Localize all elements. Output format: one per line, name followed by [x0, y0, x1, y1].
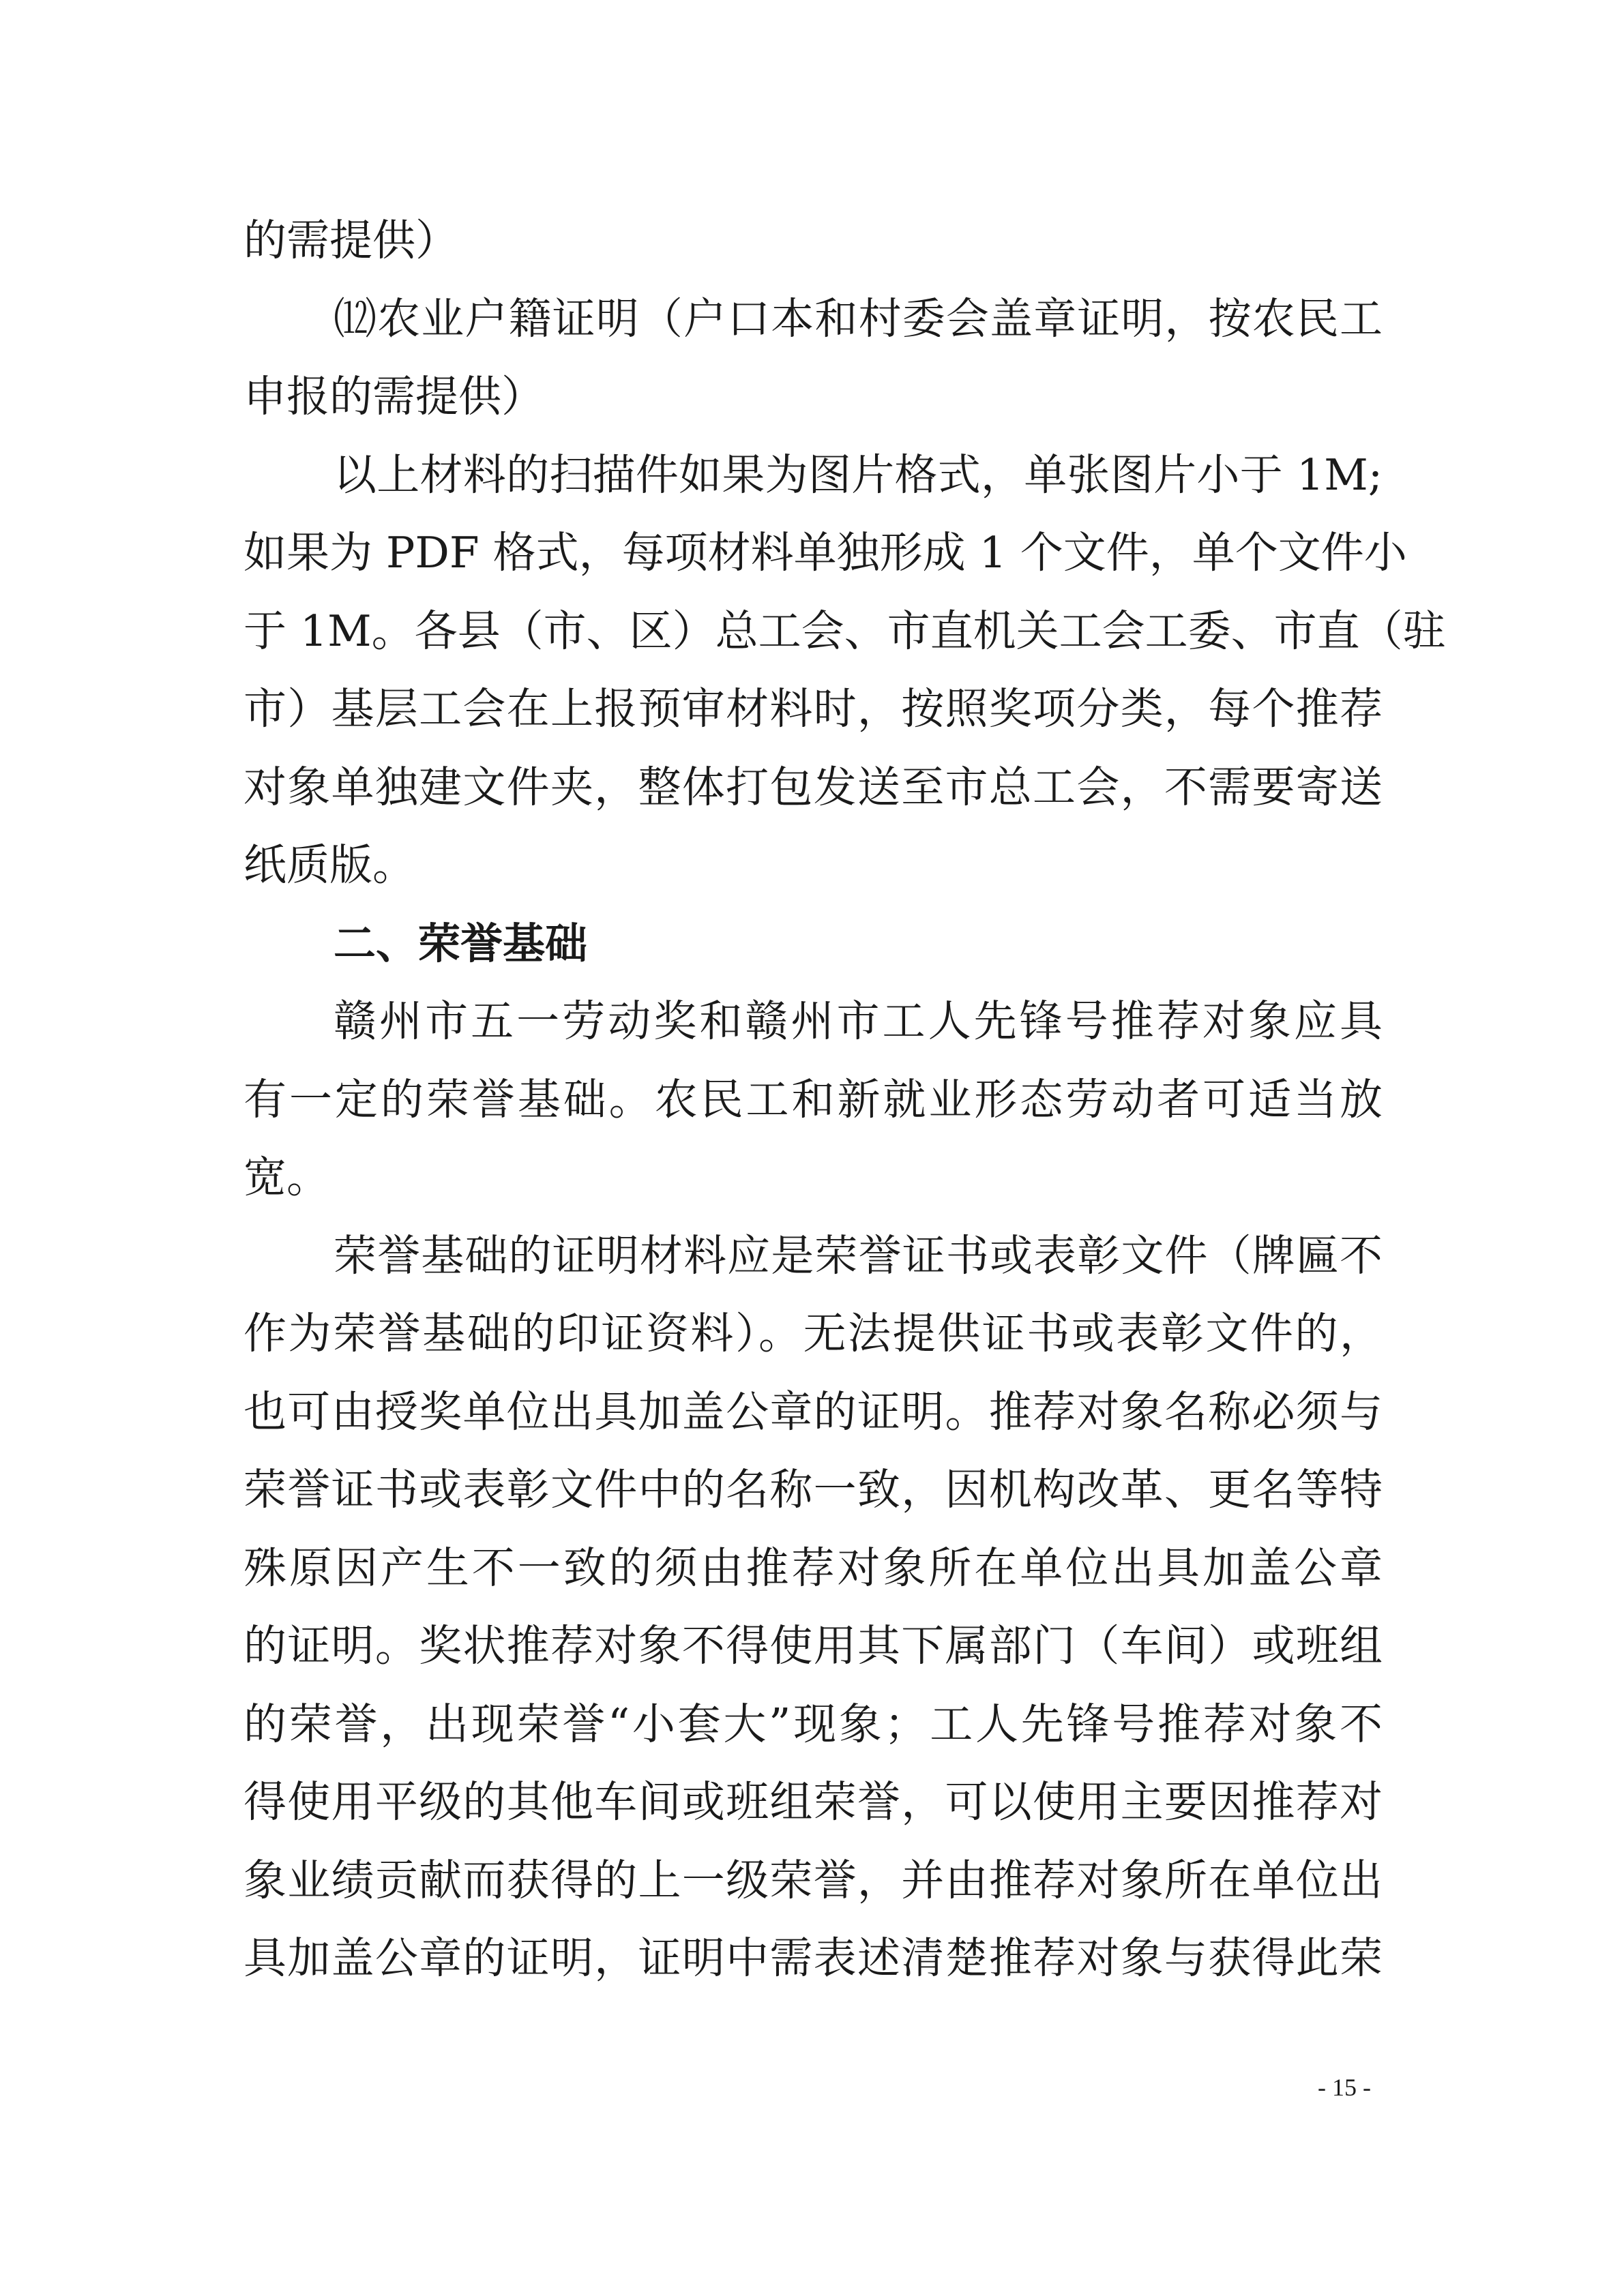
text-line — [243, 749, 1383, 827]
text-line-content: 的证明。奖状推荐对象不得使用其下属部门（车间）或班组 — [243, 1621, 1383, 1671]
text-line-content: 的荣誉，出现荣誉“小套大”现象；工人先锋号推荐对象不 — [243, 1699, 1383, 1749]
text-line-content: 的需提供） — [243, 215, 458, 265]
text-line — [243, 280, 1383, 359]
text-line — [243, 358, 1383, 436]
text-line — [243, 514, 1407, 593]
text-line-content: 具加盖公章的证明，证明中需表述清楚推荐对象与获得此荣 — [243, 1933, 1383, 1983]
text-line — [243, 1920, 1383, 1998]
text-line-content: 有一定的荣誉基础。农民工和新就业形态劳动者可适当放 — [243, 1074, 1383, 1124]
text-line-content: 申报的需提供） — [243, 372, 544, 421]
document-body — [243, 202, 1446, 1998]
text-line-content: 于 1M。各县（市、区）总工会、市直机关工会工委、市直（驻 — [243, 606, 1446, 656]
text-line — [243, 826, 1383, 905]
text-line-content: 荣誉基础的证明材料应是荣誉证书或表彰文件（牌匾不 — [334, 1230, 1383, 1281]
text-line-content: 二、荣誉基础 — [334, 918, 588, 968]
text-line — [243, 1217, 1383, 1296]
text-line — [243, 1607, 1383, 1686]
text-line-content: 也可由授奖单位出具加盖公章的证明。推荐对象名称必须与 — [243, 1386, 1383, 1437]
text-line-content: 作为荣誉基础的印证资料）。无法提供证书或表彰文件的， — [243, 1309, 1383, 1358]
text-line — [243, 1295, 1383, 1373]
text-line-content: 象业绩贡献而获得的上一级荣誉，并由推荐对象所在单位出 — [243, 1855, 1383, 1905]
text-line — [243, 436, 1383, 515]
text-line-content: 以上材料的扫描件如果为图片格式，单张图片小于 1M; — [334, 449, 1383, 500]
text-line — [243, 593, 1446, 671]
text-line — [243, 1451, 1383, 1530]
text-line — [243, 202, 1383, 280]
text-line — [243, 1686, 1383, 1764]
text-line-content: 纸质版。 — [243, 840, 415, 890]
page-number: - 15 - — [1318, 2074, 1371, 2101]
text-line — [243, 1061, 1383, 1139]
text-line-content: 荣誉证书或表彰文件中的名称一致，因机构改革、更名等特 — [243, 1465, 1383, 1515]
text-line-content: 得使用平级的其他车间或班组荣誉，可以使用主要因推荐对 — [243, 1777, 1383, 1827]
text-line — [243, 1842, 1383, 1920]
text-line-content: 如果为 PDF 格式，每项材料单独形成 1 个文件，单个文件小 — [243, 528, 1407, 578]
text-line — [243, 1530, 1383, 1608]
text-line-content: 宽。 — [243, 1152, 329, 1202]
text-line-content: 殊原因产生不一致的须由推荐对象所在单位出具加盖公章 — [243, 1542, 1383, 1593]
text-line — [243, 1763, 1383, 1842]
text-line-content: ⑿农业户籍证明（户口本和村委会盖章证明，按农民工 — [334, 293, 1383, 344]
text-line-content: 对象单独建文件夹，整体打包发送至市总工会，不需要寄送 — [243, 762, 1383, 812]
section-heading — [243, 905, 1383, 983]
text-line-content: 赣州市五一劳动奖和赣州市工人先锋号推荐对象应具 — [334, 996, 1383, 1046]
text-line — [243, 983, 1383, 1061]
text-line-content: 市）基层工会在上报预审材料时，按照奖项分类，每个推荐 — [243, 684, 1383, 734]
text-line — [243, 670, 1383, 749]
text-line — [243, 1139, 1383, 1217]
text-line — [243, 1373, 1383, 1452]
